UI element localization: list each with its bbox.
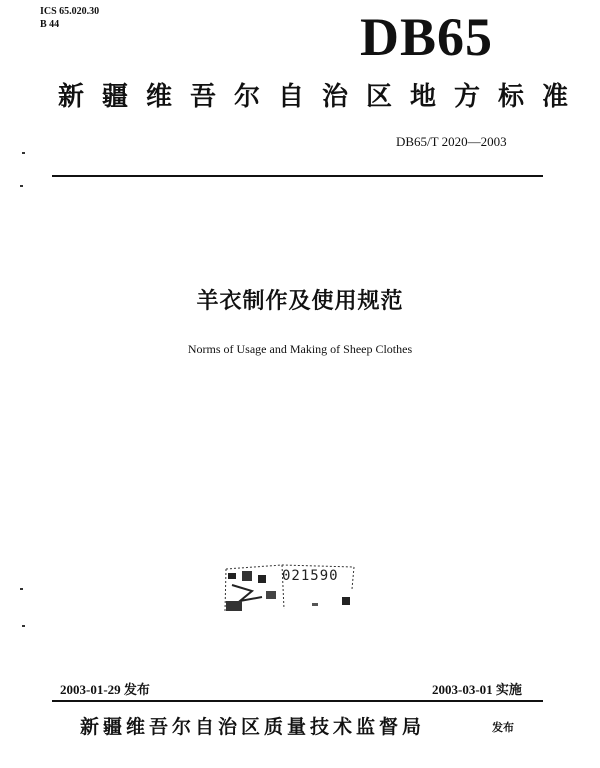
issue-date: 2003-01-29 发布 <box>60 682 150 697</box>
implementation-date: 2003-03-01 实施 <box>432 682 522 697</box>
issuing-authority-suffix: 发布 <box>492 721 514 734</box>
ics-code: ICS 65.020.30 <box>40 6 100 17</box>
stamp-number: 021590 <box>282 568 339 584</box>
scan-speck <box>22 152 25 154</box>
scan-speck <box>20 185 23 187</box>
scan-speck <box>22 625 25 627</box>
issuing-authority: 新疆维吾尔自治区质量技术监督局 <box>80 716 426 738</box>
standard-logo: DB65 <box>360 7 494 67</box>
document-title-chinese: 羊衣制作及使用规范 <box>196 289 404 314</box>
top-divider <box>52 175 543 177</box>
standard-number: DB65/T 2020—2003 <box>396 134 507 149</box>
ccs-code: B 44 <box>40 19 60 30</box>
document-title-english: Norms of Usage and Making of Sheep Clothes <box>187 342 413 356</box>
scan-speck <box>20 588 23 590</box>
standard-kind-heading: 新疆维吾尔自治区地方标准 <box>58 82 587 112</box>
bottom-divider <box>52 700 543 702</box>
